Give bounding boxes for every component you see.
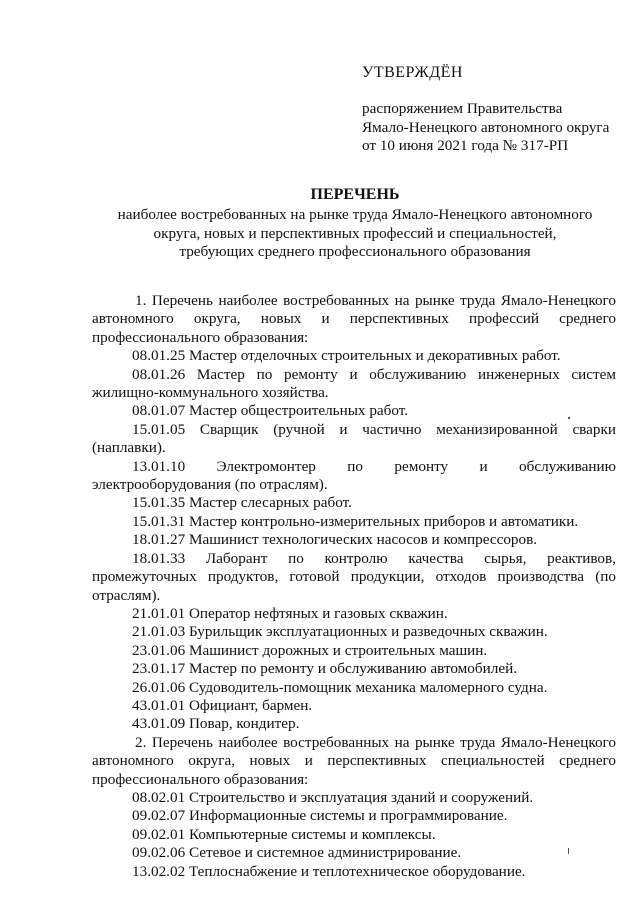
section-1-intro: 1. Перечень наиболее востребованных на рынке труда Ямало-Ненецкого автономного округа, новых и перспективных профессий среднего профессионального образования: <box>92 292 616 346</box>
list-item: 15.01.31 Мастер контрольно-измерительных приборов и автоматики. <box>132 512 579 530</box>
list-item: 15.01.05 Сварщик (ручной и частично механизированной сварки (наплавки). <box>92 420 616 457</box>
document-body <box>92 292 616 881</box>
list-item: 18.01.27 Машинист технологических насосов и компрессоров. <box>132 531 538 549</box>
document-title: ПЕРЕЧЕНЬ <box>310 186 400 203</box>
approval-line-1: распоряжением Правительства <box>362 100 563 118</box>
list-item: 26.01.06 Судоводитель-помощник механика маломерного судна. <box>132 678 548 696</box>
approval-stamp: УТВЕРЖДЁН <box>362 64 463 81</box>
list-item: 09.02.07 Информационные системы и программирование. <box>132 807 508 825</box>
list-item: 09.02.01 Компьютерные системы и комплексы. <box>132 825 436 843</box>
approval-line-2: Ямало-Ненецкого автономного округа <box>362 118 610 136</box>
list-item: 08.01.26 Мастер по ремонту и обслуживанию инженерных систем жилищно-коммунального хозяйства. <box>92 365 616 402</box>
list-item: 08.01.25 Мастер отделочных строительных и декоративных работ. <box>132 347 561 365</box>
list-item: 15.01.35 Мастер слесарных работ. <box>132 494 352 512</box>
scan-speck <box>568 417 570 419</box>
list-item: 23.01.06 Машинист дорожных и строительных машин. <box>132 641 488 659</box>
list-item: 21.01.03 Бурильщик эксплуатационных и разведочных скважин. <box>132 623 548 641</box>
document-heading <box>90 186 620 262</box>
approval-block <box>362 64 632 156</box>
list-item: 13.02.02 Теплоснабжение и теплотехническое оборудование. <box>132 862 526 880</box>
list-item: 43.01.01 Официант, бармен. <box>132 696 313 714</box>
heading-line-2: округа, новых и перспективных профессий и специальностей, <box>153 224 557 242</box>
list-item: 18.01.33 Лаборант по контролю качества сырья, реактивов, промежуточных продуктов, готовой продукции, отходов производства (по отраслям). <box>92 549 616 604</box>
approval-line-3: от 10 июня 2021 года № 317-РП <box>362 137 569 155</box>
list-item: 08.02.01 Строительство и эксплуатация зданий и сооружений. <box>132 788 534 806</box>
list-item: 43.01.09 Повар, кондитер. <box>132 715 300 733</box>
heading-line-3: требующих среднего профессионального образования <box>179 243 531 261</box>
list-item: 09.02.06 Сетевое и системное администрирование. <box>132 844 462 862</box>
section-2-intro: 2. Перечень наиболее востребованных на рынке труда Ямало-Ненецкого автономного округа, новых и перспективных специальностей среднего профессионального образования: <box>92 733 616 788</box>
list-item: 08.01.07 Мастер общестроительных работ. <box>132 402 409 420</box>
list-item: 23.01.17 Мастер по ремонту и обслуживанию автомобилей. <box>132 660 517 678</box>
scan-speck <box>568 848 569 854</box>
list-item: 13.01.10 Электромонтер по ремонту и обслуживанию электрооборудования (по отраслям). <box>92 457 616 494</box>
heading-line-1: наиболее востребованных на рынке труда Ямало-Ненецкого автономного <box>117 206 593 224</box>
list-item: 21.01.01 Оператор нефтяных и газовых скважин. <box>132 604 448 622</box>
